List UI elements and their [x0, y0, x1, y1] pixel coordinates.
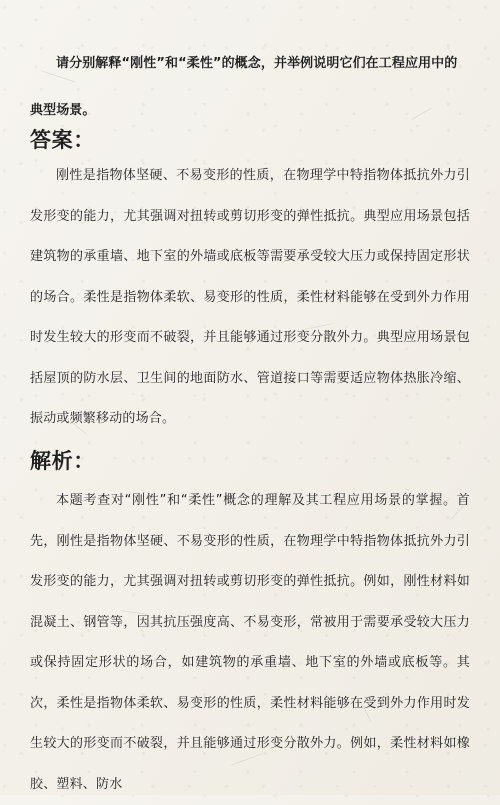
- analysis-heading: 解析：: [30, 449, 95, 473]
- answer-paragraph: 刚性是指物体坚硬、不易变形的性质，在物理学中特指物体抵抗外力引发形变的能力，尤其强调对扭转或剪切形变的弹性抵抗。典型应用场景包括建筑物的承重墙、地下室的外墙或底板等需要承受较大压力或保持固定形状的场合。柔性是指物体柔软、易变形的性质，柔性材料能够在受到外力作用时发生较大的形变而不破裂，并且能够通过形变分散外力。典型应用场景包括屋顶的防水层、卫生间的地面防水、管道接口等需要适应物体热胀冷缩、振动或频繁移动的场合。: [30, 168, 470, 426]
- question-text: 请分别解释“刚性”和“柔性”的概念，并举例说明它们在工程应用中的典型场景。: [30, 56, 458, 118]
- answer-heading: 答案：: [30, 128, 95, 152]
- analysis-paragraph: 本题考查对“刚性”和“柔性”概念的理解及其工程应用场景的掌握。首先，刚性是指物体坚硬、不易变形的性质，在物理学中特指物体抵抗外力引发形变的能力，尤其强调对扭转或剪切形变的弹性抵抗。例如，刚性材料如混凝土、钢管等，因其抗压强度高、不易变形，常被用于需要承受较大压力或保持固定形状的场合，如建筑物的承重墙、地下室的外墙或底板等。其次，柔性是指物体柔软、易变形的性质，柔性材料能够在受到外力作用时发生较大的形变而不破裂，并且能够通过形变分散外力。例如，柔性材料如橡胶、塑料、防水: [30, 493, 470, 792]
